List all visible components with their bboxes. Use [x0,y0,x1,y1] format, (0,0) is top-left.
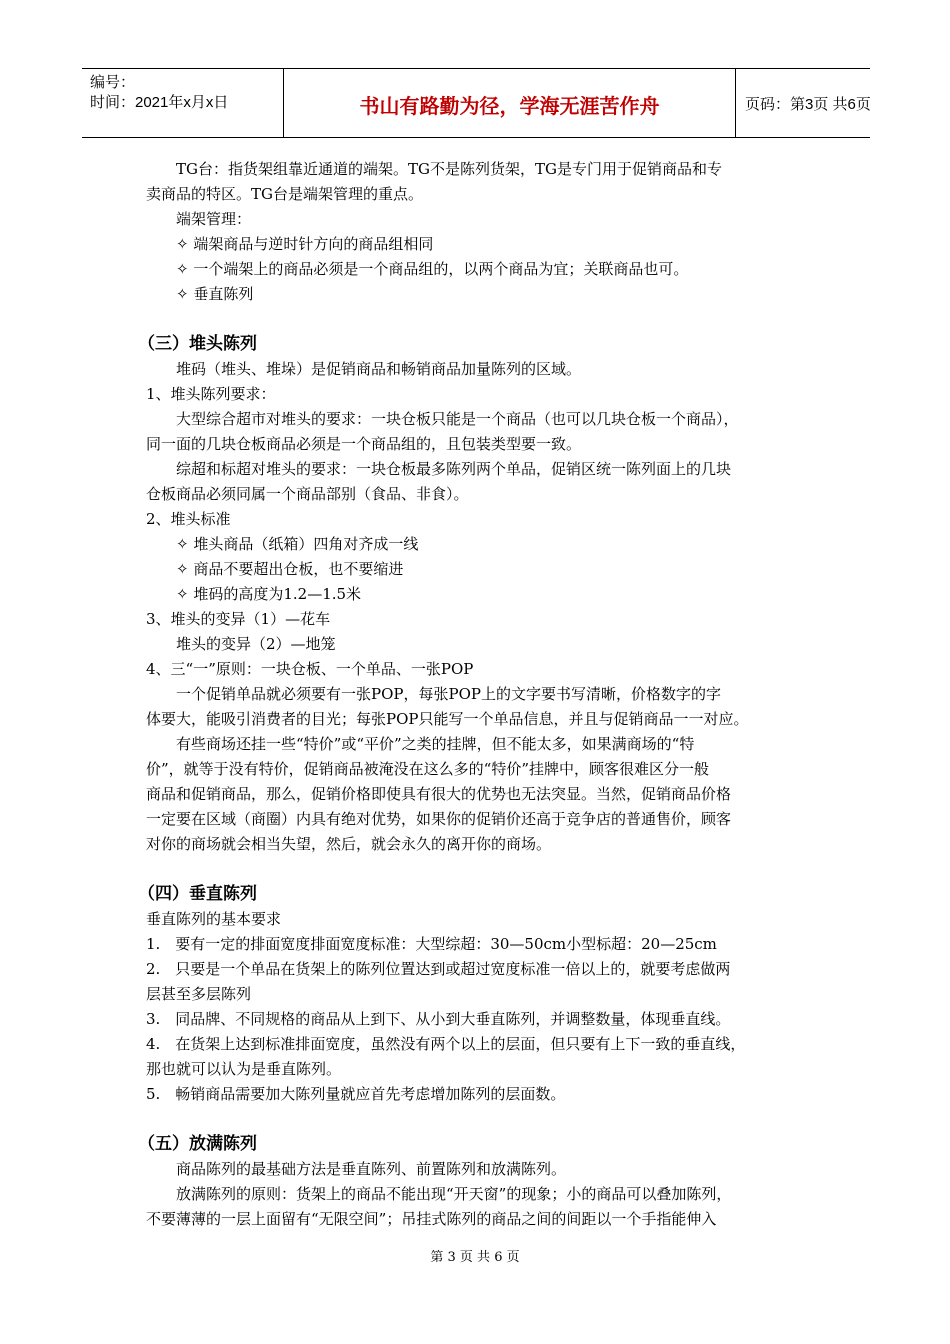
numbered-item: 3. 同品牌、不同规格的商品从上到下、从小到大垂直陈列，并调整数量，体现垂直线。 [146,1010,731,1028]
section-heading: （三）堆头陈列 [138,334,257,354]
paragraph-line: 一个促销单品就必须要有一张POP，每张POP上的文字要书写清晰，价格数字的字 [176,685,721,703]
motto-text: 书山有路勤为径，学海无涯苦作舟 [359,94,660,118]
bullet-item: ✧ 堆头商品（纸箱）四角对齐成一线 [176,535,419,553]
header-motto-cell [283,69,736,137]
numbered-item: 层甚至多层陈列 [146,985,252,1003]
paragraph-line: 放满陈列的原则：货架上的商品不能出现“开天窗”的现象；小的商品可以叠加陈列， [176,1185,732,1203]
page-info: 页码：第3页 共6页 [745,96,871,113]
paragraph-line: 端架管理： [176,210,252,228]
numbered-item: 5. 畅销商品需要加大陈列量就应首先考虑增加陈列的层面数。 [146,1085,566,1103]
paragraph-line: 体要大，能吸引消费者的目光；每张POP只能写一个单品信息，并且与促销商品一一对应。 [146,710,749,728]
paragraph-line: 3、堆头的变异（1）—花车 [146,610,331,628]
time-label: 时间：2021年x月x日 [90,94,229,111]
header-left-cell [82,69,283,137]
paragraph-line: 综超和标超对堆头的要求：一块仓板最多陈列两个单品，促销区统一陈列面上的几块 [176,460,732,478]
numbered-item: 1. 要有一定的排面宽度排面宽度标准：大型综超：30—50cm小型标超：20—25cm [146,935,717,953]
paragraph-line: 商品和促销商品，那么，促销价格即使具有很大的优势也无法突显。当然，促销商品价格 [146,785,732,803]
paragraph-line: 有些商场还挂一些“特价”或“平价”之类的挂牌，但不能太多，如果满商场的“特 [176,735,695,753]
bullet-item: ✧ 端架商品与逆时针方向的商品组相同 [176,235,434,253]
number-label: 编号： [90,74,136,91]
paragraph-line: 不要薄薄的一层上面留有“无限空间”；吊挂式陈列的商品之间的间距以一个手指能伸入 [146,1210,717,1228]
paragraph-line: 大型综合超市对堆头的要求：一块仓板只能是一个商品（也可以几块仓板一个商品）， [176,410,739,428]
paragraph-line: 垂直陈列的基本要求 [146,910,282,928]
paragraph-line: 价”，就等于没有特价，促销商品被淹没在这么多的“特价”挂牌中，顾客很难区分一般 [146,760,710,778]
paragraph-line: 卖商品的特区。TG台是端架管理的重点。 [146,185,423,203]
paragraph-line: 堆头的变异（2）—地笼 [176,635,336,653]
paragraph-line: 一定要在区域（商圈）内具有绝对优势，如果你的促销价还高于竞争店的普通售价，顾客 [146,810,732,828]
bullet-item: ✧ 一个端架上的商品必须是一个商品组的，以两个商品为宜；关联商品也可。 [176,260,689,278]
numbered-item: 2. 只要是一个单品在货架上的陈列位置达到或超过宽度标准一倍以上的，就要考虑做两 [146,960,731,978]
paragraph-line: TG台：指货架组靠近通道的端架。TG不是陈列货架，TG是专门用于促销商品和专 [176,160,722,178]
bullet-item: ✧ 垂直陈列 [176,285,254,303]
bullet-item: ✧ 商品不要超出仓板，也不要缩进 [176,560,404,578]
paragraph-line: 商品陈列的最基础方法是垂直陈列、前置陈列和放满陈列。 [176,1160,567,1178]
page-footer: 第 3 页 共 6 页 [430,1250,520,1265]
bullet-item: ✧ 堆码的高度为1.2—1.5米 [176,585,362,603]
section-heading: （五）放满陈列 [138,1134,257,1154]
numbered-item: 4. 在货架上达到标准排面宽度，虽然没有两个以上的层面，但只要有上下一致的垂直线， [146,1035,746,1053]
section-heading: （四）垂直陈列 [138,884,257,904]
paragraph-line: 堆码（堆头、堆垛）是促销商品和畅销商品加量陈列的区域。 [176,360,582,378]
paragraph-line: 2、堆头标准 [146,510,231,528]
paragraph-line: 仓板商品必须同属一个商品部别（食品、非食）。 [146,485,469,503]
paragraph-line: 1、堆头陈列要求： [146,385,276,403]
paragraph-line: 对你的商场就会相当失望，然后，就会永久的离开你的商场。 [146,835,552,853]
numbered-item: 那也就可以认为是垂直陈列。 [146,1060,342,1078]
page-header [82,68,870,138]
paragraph-line: 4、三“一”原则：一块仓板、一个单品、一张POP [146,660,474,678]
header-page-cell [735,69,870,137]
paragraph-line: 同一面的几块仓板商品必须是一个商品组的，且包装类型要一致。 [146,435,582,453]
